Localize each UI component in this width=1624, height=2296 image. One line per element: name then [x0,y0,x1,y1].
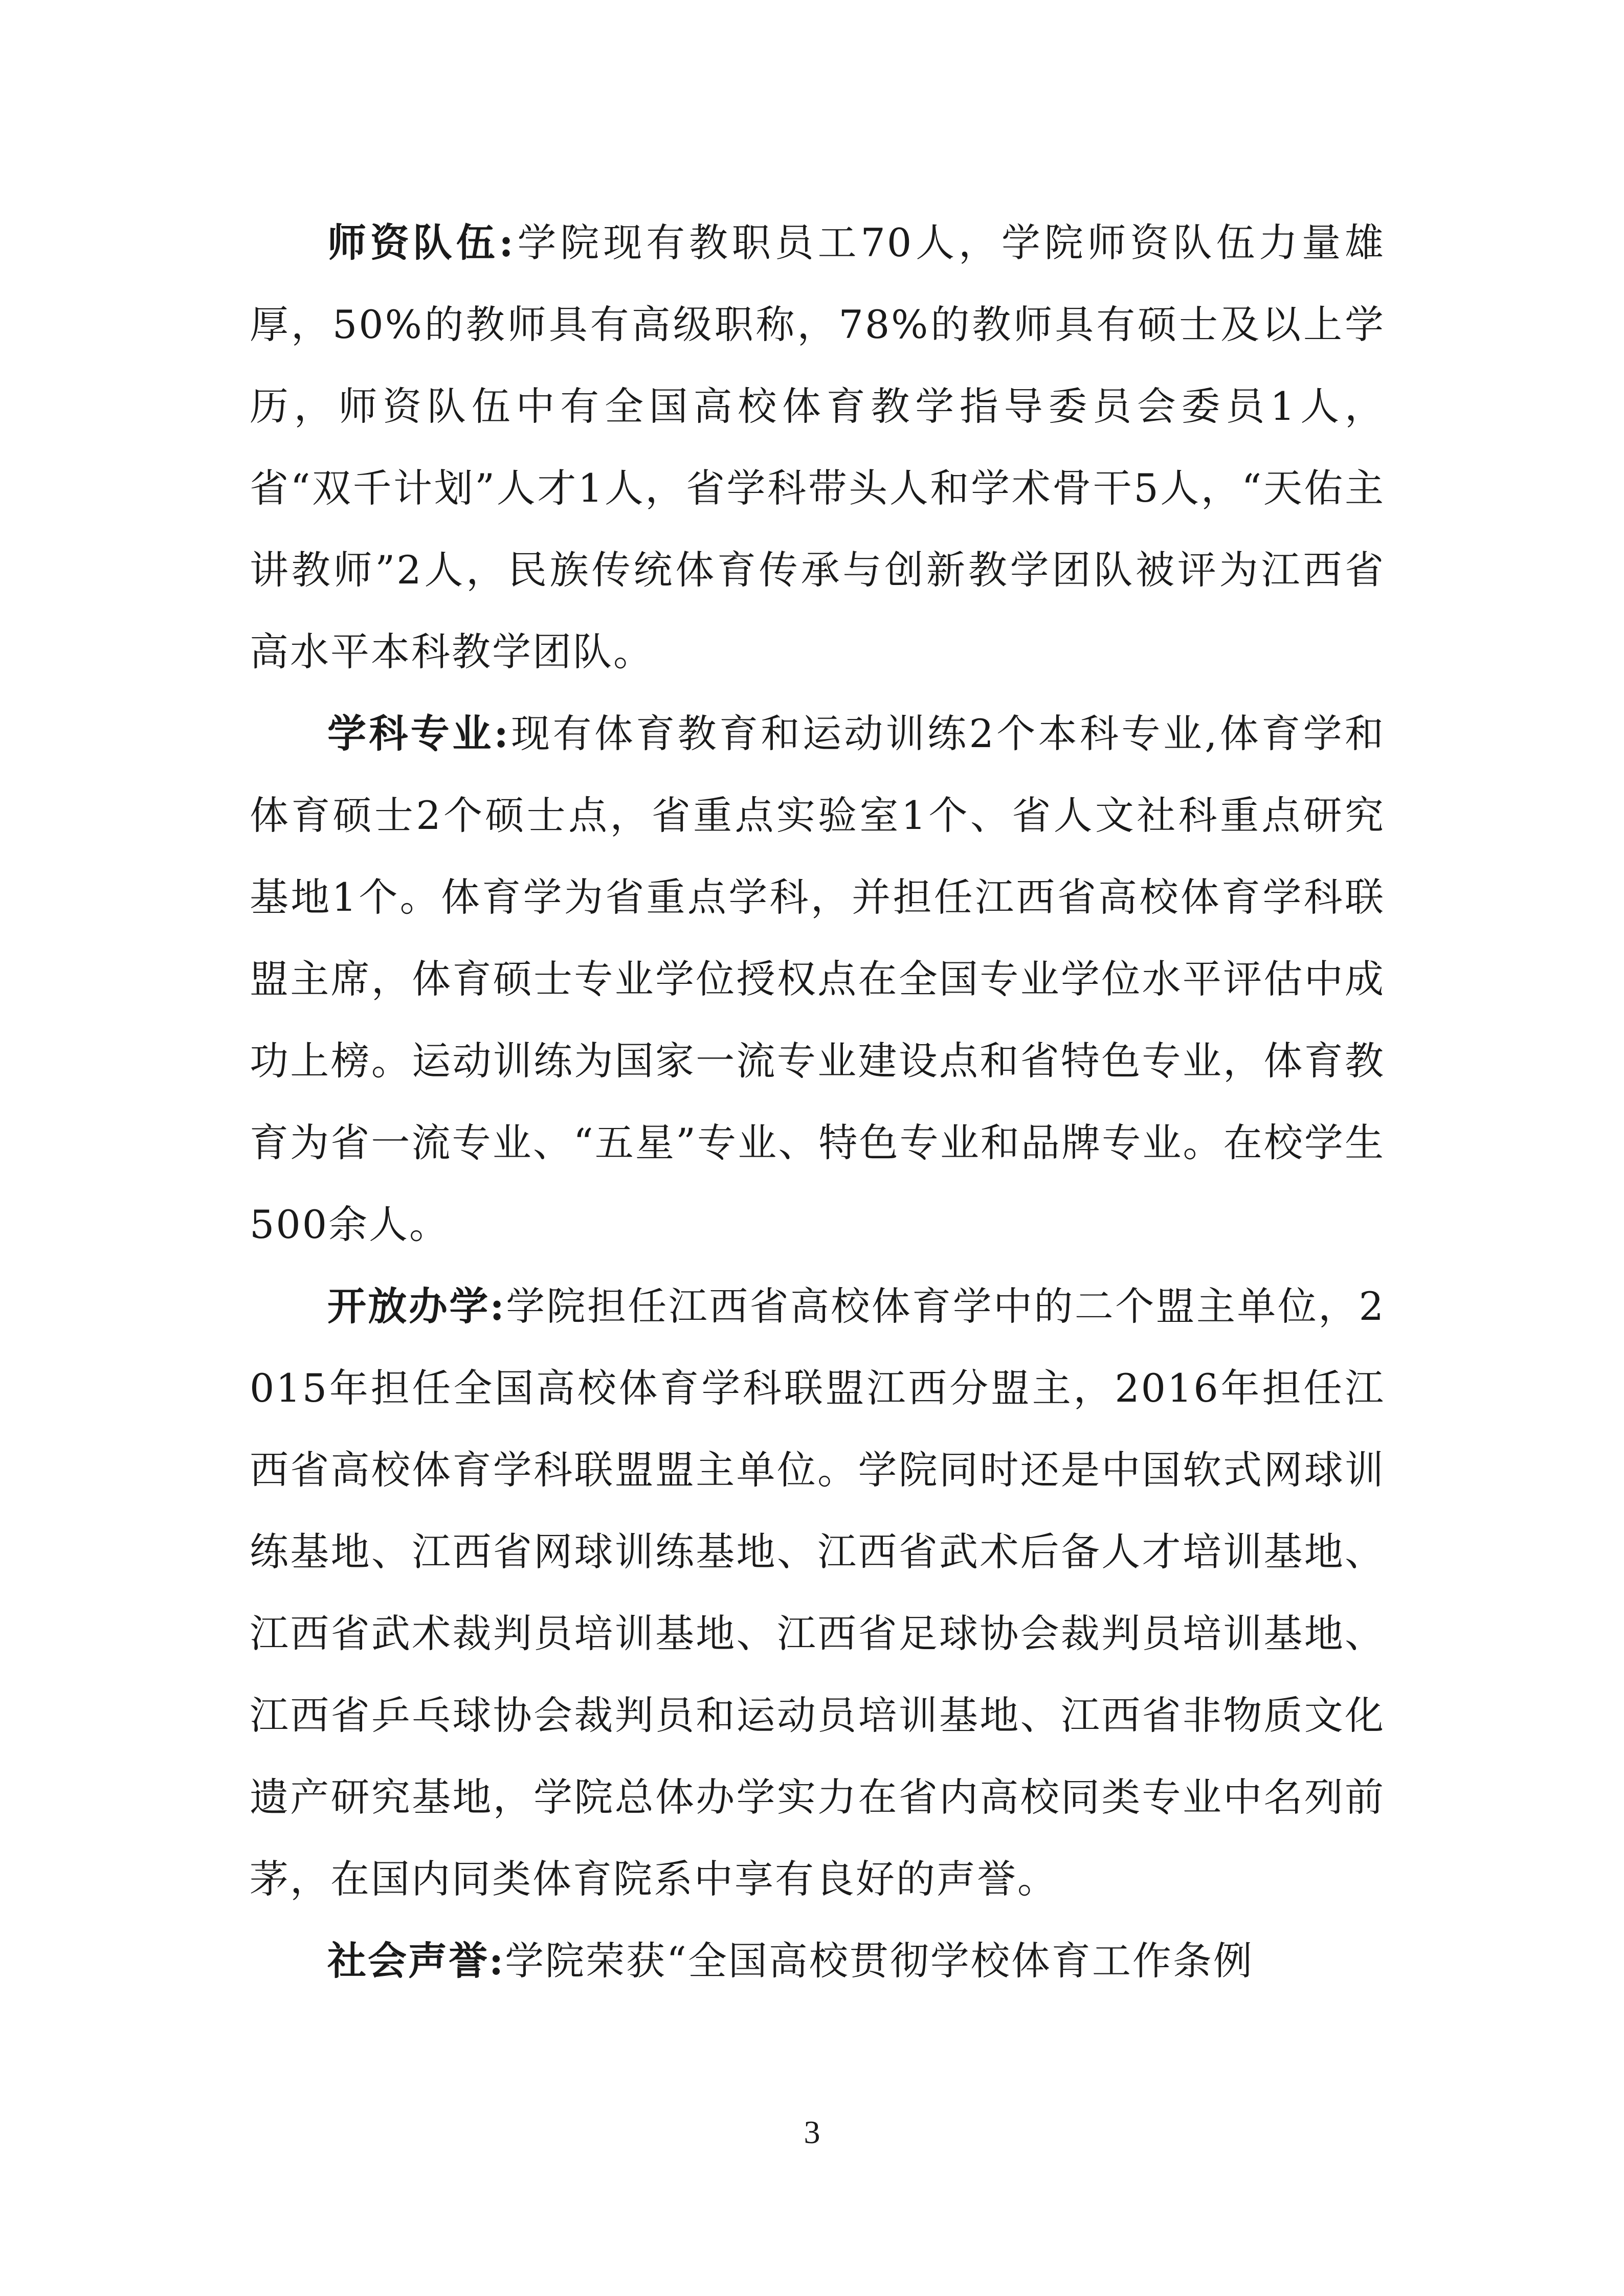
page-number: 3 [804,2114,820,2150]
paragraph-heading-disciplines: 学科专业: [327,711,510,756]
paragraph-text-open-education: 学院担任江西省高校体育学中的二个盟主单位，2015年担任全国高校体育学科联盟江西分盟主，2016年担任江西省高校体育学科联盟盟主单位。学院同时还是中国软式网球训练基地、江西省网球训练基地、江西省武术后备人才培训基地、江西省武术裁判员培训基地、江西省足球协会裁判员培训基地、江西省乒乓球协会裁判员和运动员培训基地、江西省非物质文化遗产研究基地，学院总体办学实力在省内高校同类专业中名列前茅，在国内同类体育院系中享有良好的声誉。 [250,1284,1385,1902]
paragraph-heading-open-education: 开放办学: [327,1284,506,1329]
document-body [250,202,1385,2002]
paragraph-heading-reputation: 社会声誉: [327,1938,505,1984]
paragraph-text-disciplines: 现有体育教育和运动训练2个本科专业,体育学和体育硕士2个硕士点，省重点实验室1个、省人文社科重点研究基地1个。体育学为省重点学科，并担任江西省高校体育学科联盟主席，体育硕士专业学位授权点在全国专业学位水平评估中成功上榜。运动训练为国家一流专业建设点和省特色专业，体育教育为省一流专业、“五星”专业、特色专业和品牌专业。在校学生500余人。 [250,711,1386,1247]
paragraph-faculty [250,202,1385,693]
paragraph-text-reputation: 学院荣获“全国高校贯彻学校体育工作条例 [505,1938,1254,1984]
paragraph-text-faculty: 学院现有教职员工70人，学院师资队伍力量雄厚，50%的教师具有高级职称，78%的教师具有硕士及以上学历，师资队伍中有全国高校体育教学指导委员会委员1人，省“双千计划”人才1人，省学科带头人和学术骨干5人，“天佑主讲教师”2人，民族传统体育传承与创新教学团队被评为江西省高水平本科教学团队。 [250,220,1385,674]
paragraph-open-education [250,1266,1385,1920]
paragraph-reputation [250,1920,1385,2002]
paragraph-heading-faculty: 师资队伍: [327,220,515,265]
paragraph-disciplines [250,693,1385,1266]
